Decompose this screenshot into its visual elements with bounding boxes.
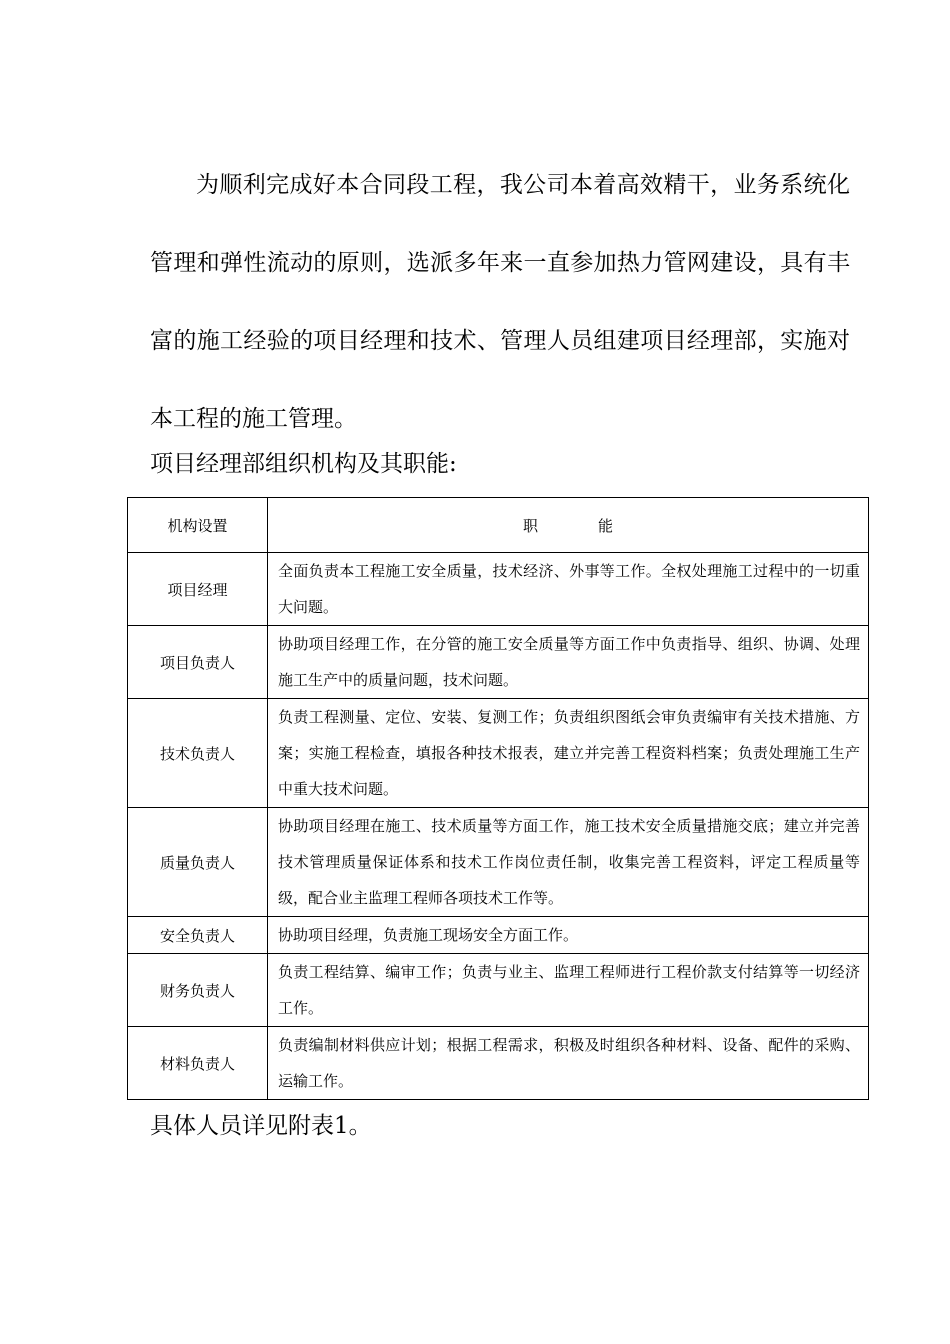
table-row bbox=[128, 626, 869, 699]
unit-cell: 项目负责人 bbox=[128, 626, 268, 699]
table-row bbox=[128, 1027, 869, 1100]
unit-cell: 技术负责人 bbox=[128, 699, 268, 808]
unit-cell: 材料负责人 bbox=[128, 1027, 268, 1100]
unit-cell: 财务负责人 bbox=[128, 954, 268, 1027]
header-unit: 机构设置 bbox=[128, 498, 268, 553]
duty-cell: 全面负责本工程施工安全质量，技术经济、外事等工作。全权处理施工过程中的一切重大问题。 bbox=[268, 553, 869, 626]
footer-note: 具体人员详见附表1。 bbox=[150, 1113, 372, 1139]
table-row bbox=[128, 808, 869, 917]
unit-cell: 项目经理 bbox=[128, 553, 268, 626]
table-row bbox=[128, 699, 869, 808]
unit-cell: 质量负责人 bbox=[128, 808, 268, 917]
table-row bbox=[128, 917, 869, 954]
table-row bbox=[128, 954, 869, 1027]
duty-cell: 负责编制材料供应计划；根据工程需求，积极及时组织各种材料、设备、配件的采购、运输工作。 bbox=[268, 1027, 869, 1100]
table-row bbox=[128, 553, 869, 626]
duty-cell: 协助项目经理，负责施工现场安全方面工作。 bbox=[268, 917, 869, 954]
duty-cell: 协助项目经理在施工、技术质量等方面工作，施工技术安全质量措施交底；建立并完善技术管理质量保证体系和技术工作岗位责任制，收集完善工程资料，评定工程质量等级，配合业主监理工程师各项技术工作等。 bbox=[268, 808, 869, 917]
org-structure-table bbox=[127, 497, 869, 1100]
duty-cell: 负责工程结算、编审工作；负责与业主、监理工程师进行工程价款支付结算等一切经济工作。 bbox=[268, 954, 869, 1027]
table-header-row bbox=[128, 498, 869, 553]
intro-paragraph: 为顺利完成好本合同段工程，我公司本着高效精干，业务系统化管理和弹性流动的原则，选派多年来一直参加热力管网建设，具有丰富的施工经验的项目经理和技术、管理人员组建项目经理部，实施对本工程的施工管理。 bbox=[150, 172, 850, 432]
header-duty: 职 能 bbox=[268, 498, 869, 553]
unit-cell: 安全负责人 bbox=[128, 917, 268, 954]
section-heading: 项目经理部组织机构及其职能: bbox=[150, 451, 457, 477]
duty-cell: 负责工程测量、定位、安装、复测工作；负责组织图纸会审负责编审有关技术措施、方案；实施工程检查，填报各种技术报表，建立并完善工程资料档案；负责处理施工生产中重大技术问题。 bbox=[268, 699, 869, 808]
duty-cell: 协助项目经理工作，在分管的施工安全质量等方面工作中负责指导、组织、协调、处理施工生产中的质量问题，技术问题。 bbox=[268, 626, 869, 699]
